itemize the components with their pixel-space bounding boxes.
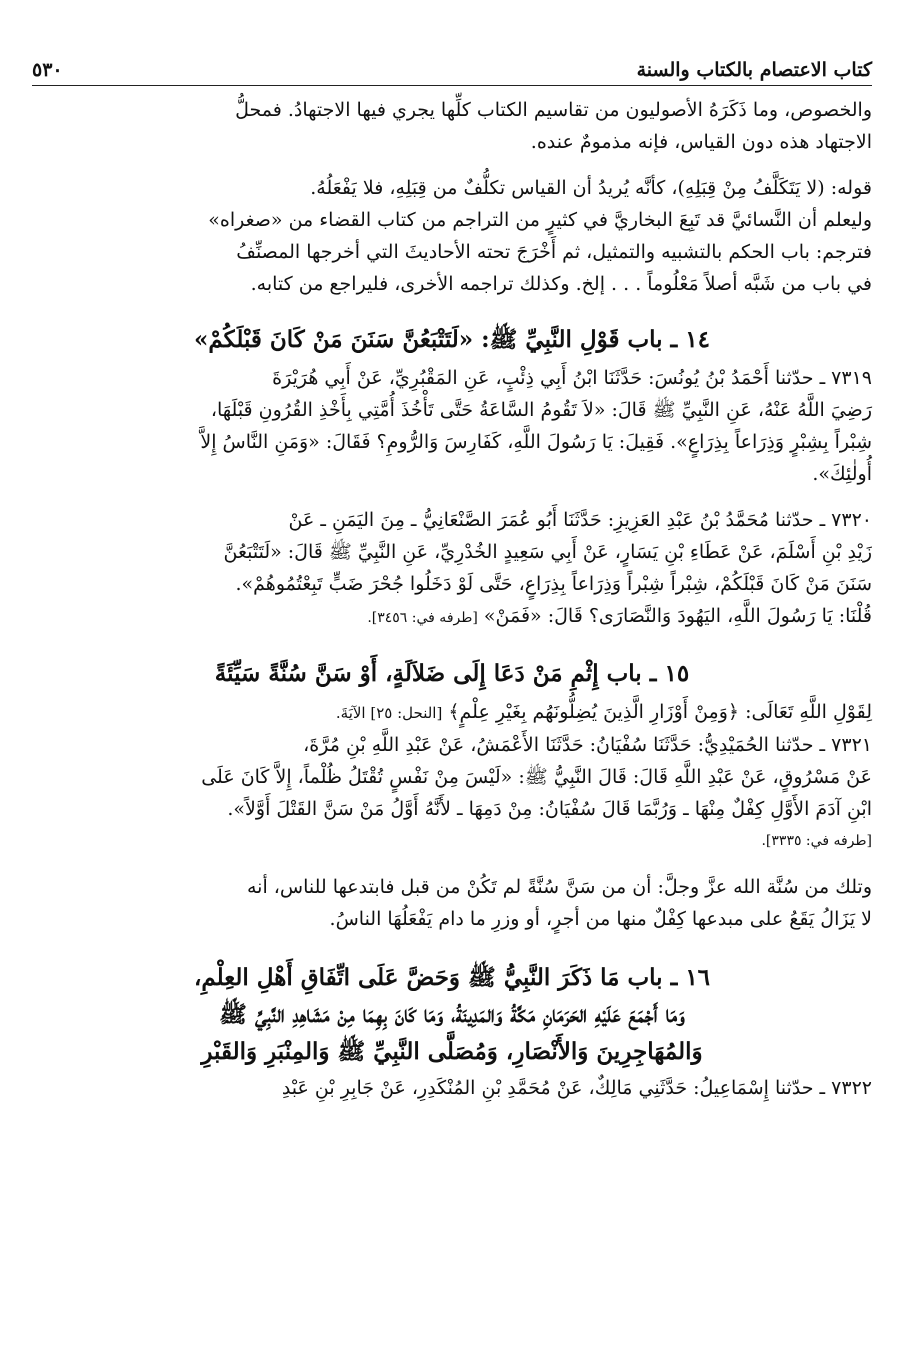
commentary-block-3 [32, 871, 872, 935]
hadith-7321 [32, 729, 872, 857]
hadith-7319 [32, 362, 872, 490]
text-line: الاجتهاد هذه دون القياس، فإنه مذمومٌ عنده. [530, 131, 872, 153]
text-line: أُولٰئِكَ». [812, 463, 872, 485]
text-line: شِبْراً بِشِبْرٍ وَذِرَاعاً بِذِرَاعٍ». فَقِيلَ: يَا رَسُولَ اللَّهِ، كَفَارِسَ وَالرُّومِ؟ فَقَالَ: «وَمَنِ النَّاسُ إِلاَّ [200, 431, 872, 453]
text-line: سَنَنَ مَنْ كَانَ قَبْلَكُمْ، شِبْراً شِبْراً وَذِرَاعاً بِذِرَاعٍ، حَتَّى لَوْ دَخَلُوا جُحْرَ ضَبٍّ تَبِعْتُمُوهُمْ». [235, 573, 872, 595]
cross-reference: [طرفه في: ٣٤٥٦]. [367, 610, 478, 626]
commentary-block-1 [32, 94, 872, 158]
hadith-7320 [32, 504, 872, 634]
book-title: كتاب الاعتصام بالكتاب والسنة [636, 59, 872, 81]
verse-reference: [النحل: ٢٥] الآيَةَ. [335, 704, 443, 722]
hadith-7322 [32, 1072, 872, 1104]
commentary-block-2 [32, 172, 872, 300]
verse-text: لِقَوْلِ اللَّهِ تَعَالَى: ﴿وَمِنْ أَوْزَارِ الَّذِينَ يُضِلُّونَهُم بِغَيْرِ عِلْمٍ﴾ [448, 701, 872, 723]
text-line: ٧٣١٩ ـ حدّثنا أَحْمَدُ بْنُ يُونُسَ: حَدَّثَنَا ابْنُ أَبِي ذِئْبٍ، عَنِ المَقْبُرِيِّ، عَنْ أَبِي هُرَيْرَةَ [272, 367, 872, 389]
text-line: في باب من شَبَّه أصلاً مَعْلُوماً . . . إلخ. وكذلك تراجمه الأخرى، فليراجع من كتابه. [250, 273, 872, 295]
text-line: لا يَزَالُ يَقَعُ على مبدعها كِفْلٌ منها من أجرٍ، أو وزرِ ما دام يَفْعَلُهَا الناسُ. [329, 908, 872, 930]
text-line: ٧٣٢٢ ـ حدّثنا إِسْمَاعِيلُ: حَدَّثَنِي مَالِكٌ، عَنْ مُحَمَّدِ بْنِ المُنْكَدِرِ، عَنْ جَابِرِ بْنِ عَبْدِ [281, 1077, 872, 1099]
text-line: ٧٣٢١ ـ حدّثنا الحُمَيْدِيُّ: حَدَّثَنَا سُفْيَانُ: حَدَّثَنَا الأَعْمَشُ، عَنْ عَبْدِ اللَّهِ بْنِ مُرَّةَ، [303, 734, 872, 756]
text-line: زَيْدِ بْنِ أَسْلَمَ، عَنْ عَطَاءِ بْنِ يَسَارٍ، عَنْ أَبِي سَعِيدٍ الخُدْرِيِّ، عَنِ النَّبِيِّ ﷺ قَالَ: «لَتَتْبَعُنَّ [223, 541, 872, 563]
text-line: فترجم: باب الحكم بالتشبيه والتمثيل، ثم أَخْرَجَ تحته الأحاديثَ التي أخرجها المصنِّفُ [236, 241, 872, 263]
text-line: ابْنِ آدَمَ الأَوَّلِ كِفْلٌ مِنْهَا ـ وَرُبَّمَا قَالَ سُفْيَانُ: مِنْ دَمِهَا ـ لأَنَّهُ أَوَّلُ مَنْ سَنَّ القَتْلَ أَوَّلاً». [227, 798, 872, 820]
page [32, 48, 872, 1338]
text-line [32, 600, 872, 634]
text-line: وليعلم أن النَّسائيَّ قد تَبِعَ البخاريَّ في كثيرٍ من التراجم من كتاب القضاء من «صغراه» [208, 209, 872, 231]
chapter-14-heading: ١٤ ـ باب قَوْلِ النَّبِيِّ ﷺ: «لَتَتْبَعُنَّ سَنَنَ مَنْ كَانَ قَبْلَكُمْ» [193, 326, 711, 353]
chapter-15-heading: ١٥ ـ باب إِثْمِ مَنْ دَعَا إِلَى ضَلاَلَةٍ، أَوْ سَنَّ سُنَّةً سَيِّئَةً [214, 660, 690, 687]
chapter-16-heading [32, 959, 872, 1070]
text-line: عَنْ مَسْرُوقٍ، عَنْ عَبْدِ اللَّهِ قَالَ: قَالَ النَّبِيُّ ﷺ: «لَيْسَ مِنْ نَفْسٍ تُقْتَلُ ظُلْماً، إِلاَّ كَانَ عَلَى [201, 766, 872, 788]
text-span: قُلْنَا: يَا رَسُولَ اللَّهِ، اليَهُودَ وَالنَّصَارَى؟ قَالَ: «فَمَنْ» [483, 605, 872, 627]
heading-line: وَمَا أَجْمَعَ عَلَيْهِ الحَرَمَانِ مَكَّةُ وَالمَدِينَةُ، وَمَا كَانَ بِهِمَا مِنْ مَشَاهِدِ النَّبِيِّ ﷺ [219, 1001, 685, 1028]
text-line: والخصوص، وما ذَكَرَهُ الأصوليون من تقاسيم الكتاب كلِّها يجري فيها الاجتهادُ. فمحلُّ [235, 99, 872, 121]
text-line: رَضِيَ اللَّهُ عَنْهُ، عَنِ النَّبِيِّ ﷺ قَالَ: «لاَ تَقُومُ السَّاعَةُ حَتَّى تَأْخُذَ أُمَّتِي بِأَخْذِ القُرُونِ قَبْلَهَا، [210, 399, 872, 421]
text-line: وتلك من سُنَّة الله عزَّ وجلَّ: أن من سَنَّ سُنَّةً لم تَكُنْ من قبل فابتدعها للناس، أنه [246, 876, 872, 898]
running-head [32, 48, 872, 86]
text-line: قوله: (لا يَتَكَلَّفُ مِنْ قِبَلِهِ)، كأنَّه يُريدُ أن القياس تكلُّفٌ من قِبَلِهِ، فلا يَفْعَلُهُ. [310, 177, 872, 199]
heading-line: ١٦ ـ باب مَا ذَكَرَ النَّبِيُّ ﷺ وَحَضَّ عَلَى اتِّفَاقِ أَهْلِ العِلْمِ، [193, 964, 711, 991]
heading-line: وَالمُهَاجِرِينَ وَالأَنْصَارِ، وَمُصَلَّى النَّبِيِّ ﷺ وَالمِنْبَرِ وَالقَبْرِ [201, 1038, 703, 1065]
verse-line [32, 696, 872, 729]
text-line: ٧٣٢٠ ـ حدّثنا مُحَمَّدُ بْنُ عَبْدِ العَزِيزِ: حَدَّثَنَا أَبُو عُمَرَ الصَّنْعَانِيُّ ـ مِنَ اليَمَنِ ـ عَنْ [288, 509, 872, 531]
cross-reference: [طرفه في: ٣٣٣٥]. [761, 833, 872, 849]
page-number: ٥٣٠ [32, 59, 63, 81]
